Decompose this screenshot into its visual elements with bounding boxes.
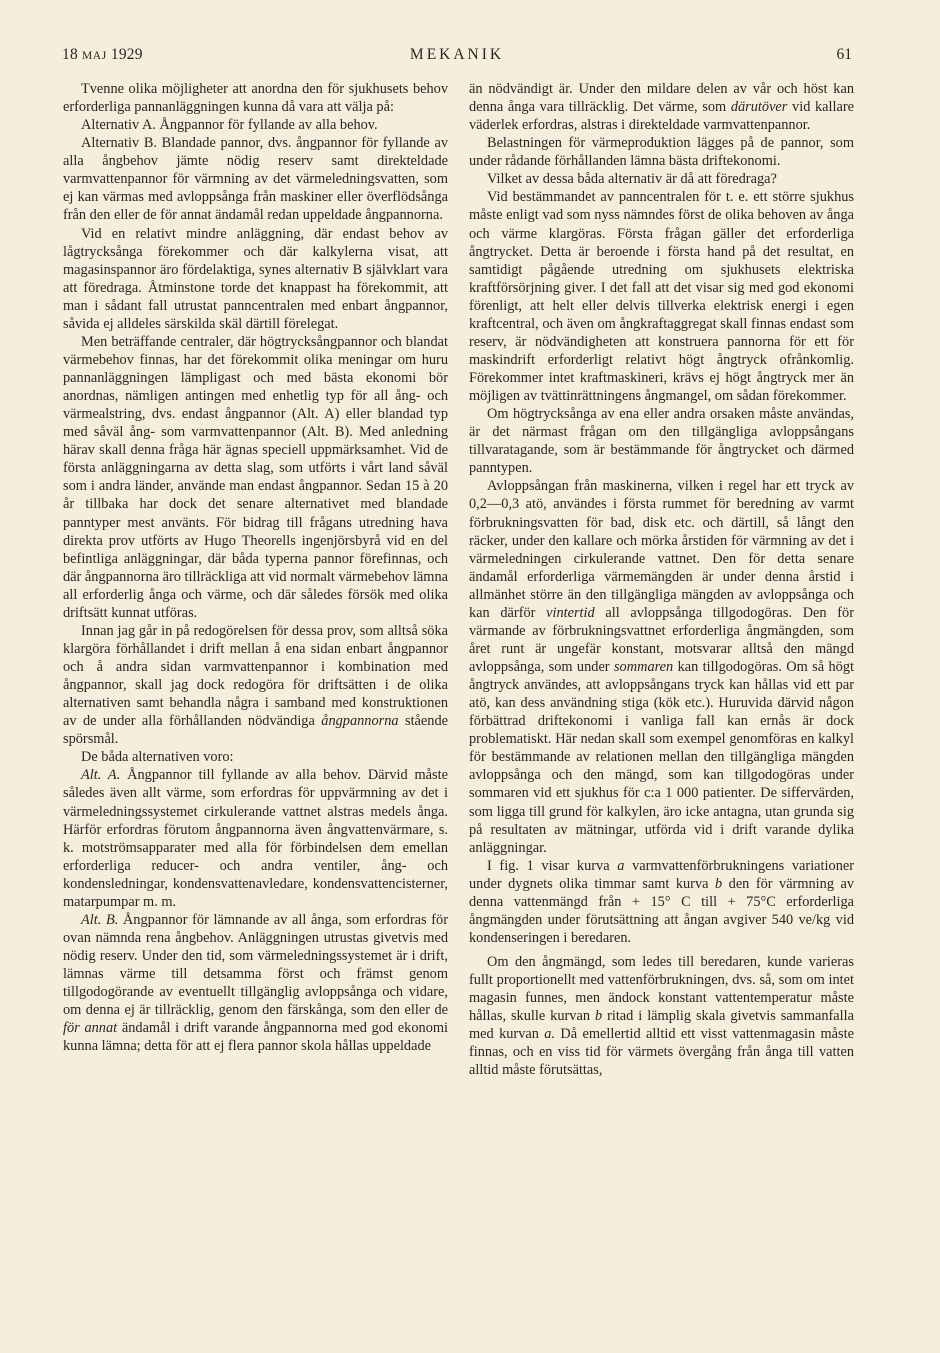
paragraph: Vid en relativt mindre anläggning, där endast behov av lågtrycksånga förekommer och där kalkylerna visat, att magasinspannor äro fördelaktiga, synes alternativ B självklart vara att föredraga. Åtminstone torde det knappast ha förekommit, att man i sådant fall utrustat panncentralen med enbart ångpannor, såvida ej alldeles särskilda skäl därtill förelegat. <box>63 225 448 332</box>
emphasis: b <box>714 875 723 892</box>
text-run: ändamål i drift varande ångpannorna med god ekonomi kunna lämna; detta för att ej flera pannor skola hållas uppeldade <box>63 1020 449 1055</box>
text-run: Ångpannor för lämnande av all ånga, som erfordras för ovan nämnda rena ångbehov. Anläggningen utrustas givetvis med nödig reserv. Under den tid, som värmeledningssystemet är i drift, lämnas värme till detsamma först och främst genom tillgodogörande av eventuellt tillgänglig avloppsånga och vidare, om denna ej är tillräcklig, genom den färskånga, som den eller de <box>63 911 448 1019</box>
paragraph: Tvenne olika möjligheter att anordna den för sjukhusets behov erforderliga pannanläggningen kunna då vara att välja på: <box>63 81 448 116</box>
paragraph: Alternativ B. Blandade pannor, dvs. ångpannor för fyllande av alla ångbehov jämte nödig reserv samt direkteldade varmvattenpannor för värmning av det värmeledningsvatten, som ej kan värmas med avloppsånga från maskiner eller överflödsånga från den eller de för annat ändamål redan uppeldade ångpannorna. <box>63 135 448 224</box>
text-run: Då emellertid alltid ett visst vattenmagasin måste finnas, och en viss tid för värmets övergång från ånga till vatten alltid måste förutsättas, <box>469 1026 854 1079</box>
text-run: Innan jag går in på redogörelsen för dessa prov, som alltså söka klargöra förhållandet i drift mellan å ena sidan enbart ångpannor och å andra sidan varmvattenpannor i kombination med ångpannor, skall jag dock redogöra för driftsätten i de olika alternativen samt behandla några i samband med konstruktionen av de under alla förhållanden nödvändiga <box>63 622 448 730</box>
paragraph <box>469 953 854 1079</box>
text-run: kan tillgodogöras. Om så högt ångtryck användes, att avloppsångans tryck kan hållas vid ett par atö, kan dess användning stiga (kök etc.). Huruvida därvid någon förbättrad driftekonomi i vanliga fall kan ernås är dock problematiskt. Här nedan skall som exempel genomföras en kalkyl för bestämmande av relationen mellan den tillgängliga mängden avloppsånga och den mängd, som kan tillgodogöras under sommaren vid ett sjukhus för c:a 1 000 patienter. De siffervärden, som ligga till grund för kalkylen, äro icke antagna, utan grunda sig på resultaten av mätningar, utförda vid i drift varande dylika anläggningar. <box>469 659 854 856</box>
text-run: Ångpannor till fyllande av alla behov. Därvid måste således även allt värme, som erfordras för uppvärmning av det i värmeledningssystemet cirkulerande vattnet alstras medels ånga. Härför erfordras förutom ångpannorna även ångvattenvärmare, s. k. motströmsapparater med alla för förbindelsen dem emellan erforderliga reducer- och andra ventiler, ång- och kondensledningar, kondensvattenavledare, kondensvattencisterner, matarpumpar m. m. <box>63 767 448 910</box>
paragraph: Vid bestämmandet av panncentralen för t. e. ett större sjukhus måste enligt vad som nyss nämndes först de olika behoven av ånga och värme klargöras. Första frågan gäller det erforderliga ångtrycket. Detta är beroende i första hand på det resultat, en samtidigt pågående utredning om sjukhusets elektriska kraftförsörjning giver. I det fall att det visar sig med god ekonomi förenligt, att helt eller delvis tillverka elektrisk energi i egen kraftcentral, och även om ångkraftaggregat skall finnas endast som reserv, är nödvändigheten att konstruera pannorna för ett för maskindrift erforderligt relativt högt ångtryck ofrånkomlig. Förekommer intet kraftmaskineri, krävs ej högt ångtryck mer än möjligen av tvättinrättningens ångmangel, om sådan förekommer. <box>469 189 854 405</box>
journal-section-title: MEKANIK <box>409 46 505 63</box>
emphasis: vintertid <box>546 604 595 621</box>
emphasis: sommaren <box>613 659 674 675</box>
paragraph <box>469 857 854 947</box>
emphasis: a <box>617 857 625 874</box>
emphasis: för annat <box>63 1020 118 1037</box>
emphasis: Alt. B. <box>81 911 119 928</box>
text-run: vid kallare väderlek erfordras, alstras i direkteldade varmvattenpannor. <box>469 99 855 134</box>
paragraph <box>469 477 854 856</box>
paragraph: Men beträffande centraler, där högtrycksångpannor och blandat värmebehov finnas, har det förekommit olika meningar om huru pannanläggningen lämpligast och med bästa ekonomi bör anordnas, nämligen antingen med enhetlig typ för all ång- och värmealstring, dvs. endast ångpannor (Alt. A) eller blandad typ med såväl ång- som varmvattenpannor (Alt. B). Med anledning härav skall denna fråga här ägnas speciell uppmärksamhet. Vid de första anläggningarna av detta slag, som utförts i vårt land såväl som i andra länder, använde man endast ångpannor. Sedan 15 à 20 år tillbaka har dock det senare alternativet med blandade panntyper mest använts. För bidrag till frågans utredning hava direkta prov utförts av Hugo Theorells ingenjörsbyrå vid en del befintliga anläggningar, där båda typerna pannor förefinnas, och där ångpannorna äro tillräckliga att vid normalt värmebehov lämna all erforderlig ånga och värme, och där således försök med olika driftsätt kunnat utföras. <box>63 333 448 621</box>
paragraph: Om högtrycksånga av ena eller andra orsaken måste användas, är det närmast frågan om den tillgängliga avloppsångans tillvaratagande, som är bestämmande för ångtrycket och därmed panntypen. <box>469 406 854 477</box>
paragraph: De båda alternativen voro: <box>81 749 234 766</box>
text-run: Om den ångmängd, som ledes till beredaren, kunde varieras fullt proportionellt med vattenförbrukningen, dvs. så, som om intet magasin funnes, men ändock konstant vattentemperatur måste hållas, skulle kurvan <box>469 954 854 1025</box>
page-number: 61 <box>836 46 852 63</box>
paragraph: Alternativ A. Ångpannor för fyllande av alla behov. <box>81 117 378 134</box>
paragraph: Vilket av dessa båda alternativ är då att föredraga? <box>487 171 777 188</box>
date-year: 1929 <box>110 46 143 63</box>
date-day: 18 <box>62 46 78 63</box>
emphasis: därutöver <box>730 99 788 116</box>
text-run: stående spörsmål. <box>63 713 448 748</box>
paragraph: Belastningen för värmeproduktion lägges på de pannor, som under rådande förhållanden lämna bästa driftekonomi. <box>469 135 854 170</box>
paragraph <box>63 622 448 748</box>
text-run: ritad i lämplig skala givetvis sammanfalla med kurvan <box>469 1008 854 1043</box>
left-column <box>63 80 448 1055</box>
right-column <box>469 80 854 1079</box>
emphasis: ångpannorna <box>321 713 399 730</box>
text-run: varmvattenförbrukningens variationer under dygnets olika timmar samt kurva <box>469 857 855 892</box>
emphasis: b <box>594 1008 603 1025</box>
paragraph <box>63 911 448 1056</box>
text-run: än nödvändigt är. Under den mildare delen av vår och höst kan denna ånga vara tillräcklig. Det värme, som <box>469 81 854 116</box>
emphasis: Alt. A. <box>81 767 121 784</box>
paragraph <box>469 80 854 134</box>
page-header <box>62 46 852 70</box>
text-run: all avloppsånga tillgodogöras. Den för värmande av förbrukningsvattnet erforderliga ångmängden, som året runt är ungefär konstant, motsvarar alltså den mängd avloppsånga, som under <box>469 604 854 675</box>
date-month: MAJ <box>81 50 107 62</box>
text-run: den för värmning av denna vattenmängd från + 15° C till + 75°C erforderliga ångmängden under förutsättning att ångan avgiver 540 ve/kg vid kondenseringen i beredaren. <box>469 875 854 946</box>
text-run: I fig. 1 visar kurva <box>487 857 610 874</box>
paragraph <box>63 766 448 911</box>
text-run: Avloppsångan från maskinerna, vilken i regel har ett tryck av 0,2—0,3 atö, användes i första rummet för beredning av varmt förbrukningsvatten för bad, disk etc. och därtill, så långt den räcker, under den kallare och mörka årstiden för värmning av det i värmeledningen cirkulerande vattnet. Den för detta senare ändamål erforderliga värmemängden är under denna årstid i allmänhet större än den tillgängliga mängden av avloppsånga och kan därför <box>469 478 854 621</box>
emphasis: a. <box>544 1026 556 1043</box>
